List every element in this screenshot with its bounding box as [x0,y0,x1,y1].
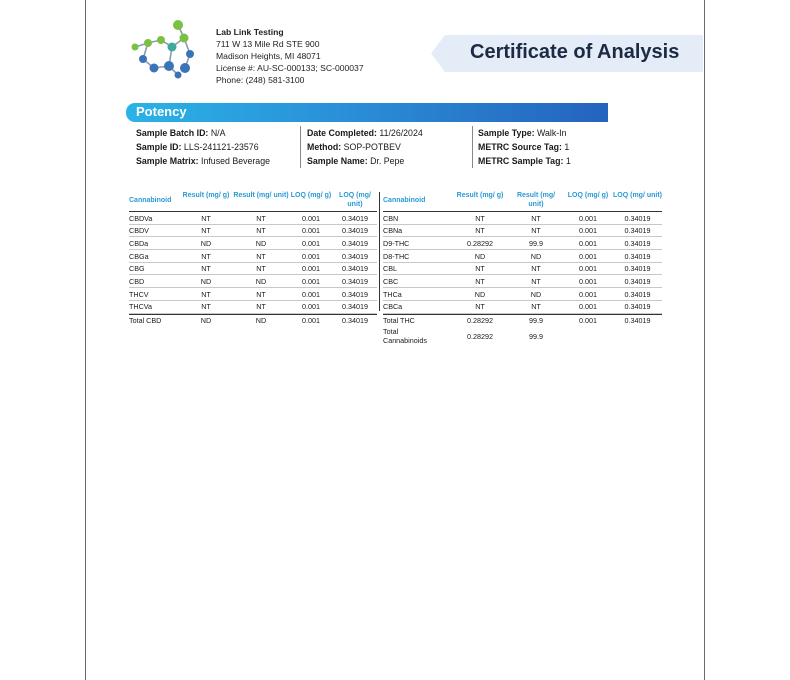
column-header: Cannabinoid [383,197,426,204]
table-row [129,288,377,301]
table-cell: THCV [129,289,149,299]
table-total-row [383,314,662,327]
info-row: Sample Name: Dr. Pepe [307,156,405,166]
table-cell: NT [256,264,266,274]
table-cell: 0.34019 [342,276,368,286]
table-cell: D8-THC [383,251,410,261]
table-cell: NT [201,302,211,312]
table-cell: 0.001 [579,238,597,248]
table-cell: NT [256,251,266,261]
sample-info-column-1 [136,126,270,168]
table-cell: 0.34019 [624,289,651,299]
table-cell: ND [474,251,486,261]
molecule-logo-icon [128,18,198,80]
table-cell: ND [255,276,267,286]
table-cell: Total Cannabinoids [383,326,427,346]
table-cell: NT [201,251,211,261]
table-row [383,237,662,250]
table-cell: NT [256,289,266,299]
table-cell: CBCa [383,302,403,312]
table-cell: 0.34019 [624,264,651,274]
table-cell: 0.001 [579,264,597,274]
divider [472,126,473,168]
cannabinoid-table-right [383,192,662,348]
table-cell: 99.9 [529,238,543,248]
info-row: Sample Matrix: Infused Beverage [136,156,270,166]
table-cell: THCa [383,289,402,299]
table-cell: ND [255,316,267,325]
document-page [85,0,705,680]
table-cell: NT [256,213,266,223]
info-row: Method: SOP-POTBEV [307,142,401,152]
table-row [383,263,662,276]
table-cell: 0.34019 [342,289,368,299]
table-row [129,263,377,276]
table-cell: NT [531,302,541,312]
table-cell: ND [200,238,212,248]
column-header: LOQ (mg/ g) [290,192,332,199]
table-cell: NT [475,264,485,274]
table-cell: NT [201,264,211,274]
table-cell: ND [530,289,542,299]
table-row [383,212,662,225]
table-cell: 0.34019 [342,264,368,274]
table-cell: NT [475,213,485,223]
lab-phone: Phone: (248) 581-3100 [216,75,305,85]
column-header: Result (mg/ unit) [516,192,556,208]
table-row [383,275,662,288]
column-header: LOQ (mg/ unit) [339,192,371,208]
table-cell: 0.001 [579,213,597,223]
table-row [129,275,377,288]
table-cell: 0.001 [302,226,320,236]
table-row [129,301,377,314]
table-cell: 0.34019 [624,213,651,223]
table-cell: ND [255,238,267,248]
section-header-bar [126,103,608,122]
table-cell: 0.34019 [624,251,651,261]
table-cell: NT [201,213,211,223]
lab-address-line1: 711 W 13 Mile Rd STE 900 [216,39,320,49]
column-header: Result (mg/ g) [182,192,230,199]
table-cell: NT [531,276,541,286]
table-cell: NT [256,226,266,236]
table-cell: CBG [129,264,145,274]
lab-address-line2: Madison Heights, MI 48071 [216,51,321,61]
table-cell: ND [530,251,542,261]
section-title: Potency [136,104,187,119]
table-cell: 0.34019 [624,276,651,286]
table-cell: NT [201,226,211,236]
table-cell: D9-THC [383,238,410,248]
table-cell: NT [531,213,541,223]
table-cell: ND [200,276,212,286]
table-row [383,301,662,314]
column-header: Result (mg/ g) [456,192,504,199]
table-cell: NT [475,276,485,286]
table-cell: 0.001 [302,251,320,261]
table-cell: CBDVa [129,213,153,223]
table-cell: 0.28292 [467,238,493,248]
sample-info-column-3 [478,126,571,168]
table-total-row [383,326,662,348]
table-cell: 0.28292 [467,332,493,342]
table-cell: 0.34019 [342,213,368,223]
table-cell: 0.34019 [624,226,651,236]
table-cell: 0.001 [579,302,597,312]
table-cell: NT [201,289,211,299]
table-cell: 0.001 [302,264,320,274]
table-row [129,237,377,250]
table-cell: 0.001 [579,226,597,236]
table-row [383,225,662,238]
table-row [129,212,377,225]
table-row [129,250,377,263]
table-cell: 0.001 [579,289,597,299]
sample-info-column-2 [307,126,423,168]
divider [300,126,301,168]
table-cell: CBGa [129,251,149,261]
table-row [383,250,662,263]
table-cell: CBN [383,213,399,223]
table-cell: 0.001 [302,302,320,312]
table-header-row [383,192,662,212]
table-cell: Total CBD [129,316,162,325]
table-row [129,225,377,238]
table-cell: 0.001 [579,316,597,325]
column-header: Result (mg/ unit) [233,192,289,199]
info-row: Date Completed: 11/26/2024 [307,128,423,138]
table-cell: 0.001 [579,276,597,286]
table-cell: 0.001 [579,251,597,261]
table-cell: 0.34019 [624,316,651,325]
table-cell: THCVa [129,302,153,312]
table-cell: ND [200,316,212,325]
table-divider [379,192,380,311]
info-row: METRC Sample Tag: 1 [478,156,571,166]
table-cell: 0.001 [302,276,320,286]
table-cell: CBDa [129,238,149,248]
table-cell: 0.001 [302,238,320,248]
table-cell: CBC [383,276,399,286]
document-title: Certificate of Analysis [470,41,680,63]
table-cell: 99.9 [529,316,543,325]
table-total-row [129,314,377,327]
table-cell: CBDV [129,226,149,236]
table-cell: CBL [383,264,397,274]
table-cell: 0.34019 [342,238,368,248]
table-cell: 0.001 [302,289,320,299]
table-cell: 0.34019 [342,302,368,312]
column-header: LOQ (mg/ unit) [613,192,662,199]
table-cell: ND [474,289,486,299]
table-cell: CBNa [383,226,403,236]
table-cell: 0.28292 [467,316,493,325]
column-header: LOQ (mg/ g) [567,192,609,199]
table-cell: 0.34019 [342,226,368,236]
lab-contact-block [216,26,364,86]
table-cell: 0.34019 [342,251,368,261]
table-cell: 0.34019 [624,238,651,248]
lab-license: License #: AU-SC-000133; SC-000037 [216,63,364,73]
table-cell: 0.001 [302,213,320,223]
table-row [383,288,662,301]
table-cell: NT [475,302,485,312]
table-cell: 0.001 [302,316,320,325]
table-cell: NT [256,302,266,312]
info-row: Sample Type: Walk-In [478,128,567,138]
cannabinoid-table-left [129,192,377,326]
info-row: METRC Source Tag: 1 [478,142,570,152]
info-row: Sample Batch ID: N/A [136,128,226,138]
table-cell: 99.9 [529,332,543,342]
table-cell: 0.34019 [342,316,368,325]
table-cell: NT [475,226,485,236]
table-cell: NT [531,264,541,274]
lab-name: Lab Link Testing [216,27,284,37]
column-header: Cannabinoid [129,197,172,204]
table-cell: NT [531,226,541,236]
table-header-row [129,192,377,212]
table-cell: 0.34019 [624,302,651,312]
info-row: Sample ID: LLS-241121-23576 [136,142,259,152]
table-cell: CBD [129,276,145,286]
table-cell: Total THC [383,316,415,325]
